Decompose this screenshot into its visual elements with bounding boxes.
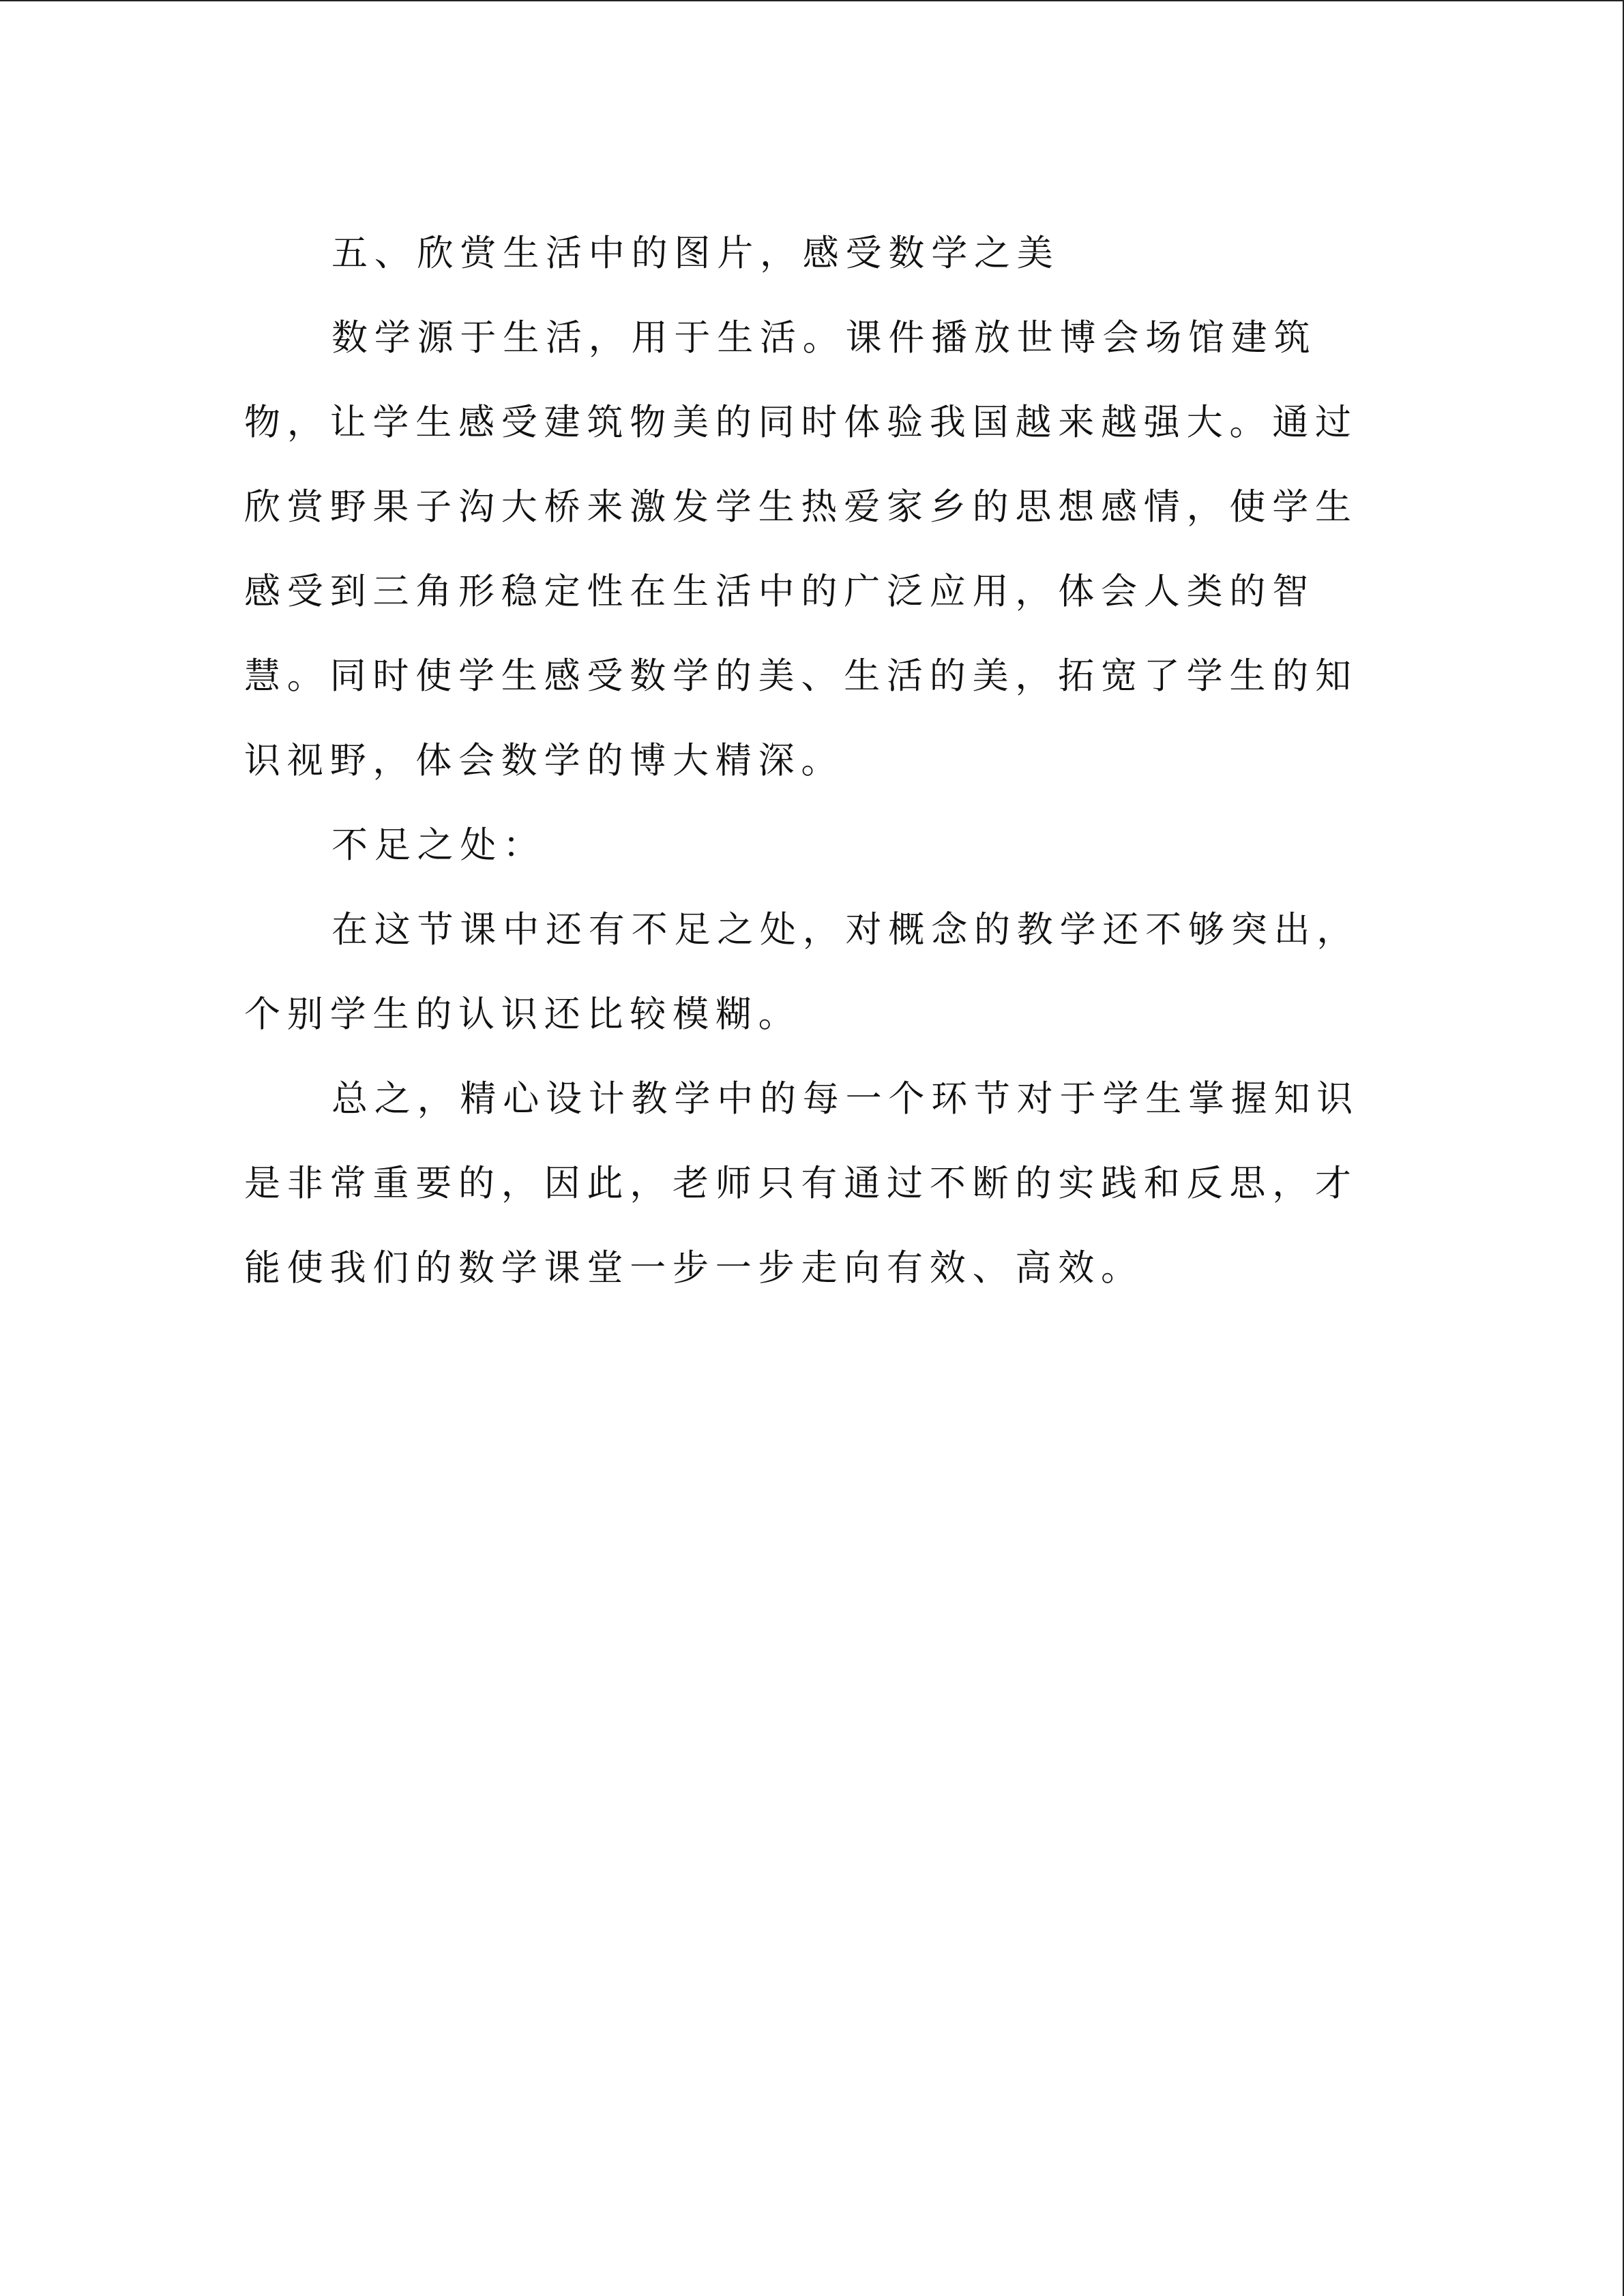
document-body: [244, 211, 1360, 1311]
paragraph-line: 个别学生的认识还比较模糊。: [244, 994, 801, 1035]
paragraph-line: 在这节课中还有不足之处，对概念的教学还不够突出，: [331, 909, 1360, 951]
paragraph-conclusion: [244, 1057, 1360, 1311]
section-heading: 五、欣赏生活中的图片，感受数学之美: [331, 233, 1060, 274]
paragraph-line: 识视野，体会数学的博大精深。: [244, 740, 844, 781]
subheading-shortcomings: 不足之处：: [331, 824, 546, 866]
paragraph-line: 欣赏野果子沟大桥来激发学生热爱家乡的思想感情，使学生: [244, 486, 1358, 528]
paragraph-line: 是非常重要的，因此，老师只有通过不断的实践和反思，才: [244, 1163, 1358, 1204]
paragraph-line: 感受到三角形稳定性在生活中的广泛应用，体会人类的智: [244, 571, 1315, 612]
paragraph-line: 总之，精心设计教学中的每一个环节对于学生掌握知识: [331, 1078, 1360, 1120]
paragraph-line: 慧。同时使学生感受数学的美、生活的美，拓宽了学生的知: [244, 655, 1358, 697]
paragraph-appreciation: [244, 296, 1358, 803]
paragraph-line: 能使我们的数学课堂一步一步走向有效、高效。: [244, 1247, 1144, 1289]
paragraph-line: 数学源于生活，用于生活。课件播放世博会场馆建筑: [331, 317, 1317, 359]
paragraph-line: 物，让学生感受建筑物美的同时体验我国越来越强大。通过: [244, 402, 1358, 443]
paragraph-shortcomings: [244, 888, 1360, 1057]
